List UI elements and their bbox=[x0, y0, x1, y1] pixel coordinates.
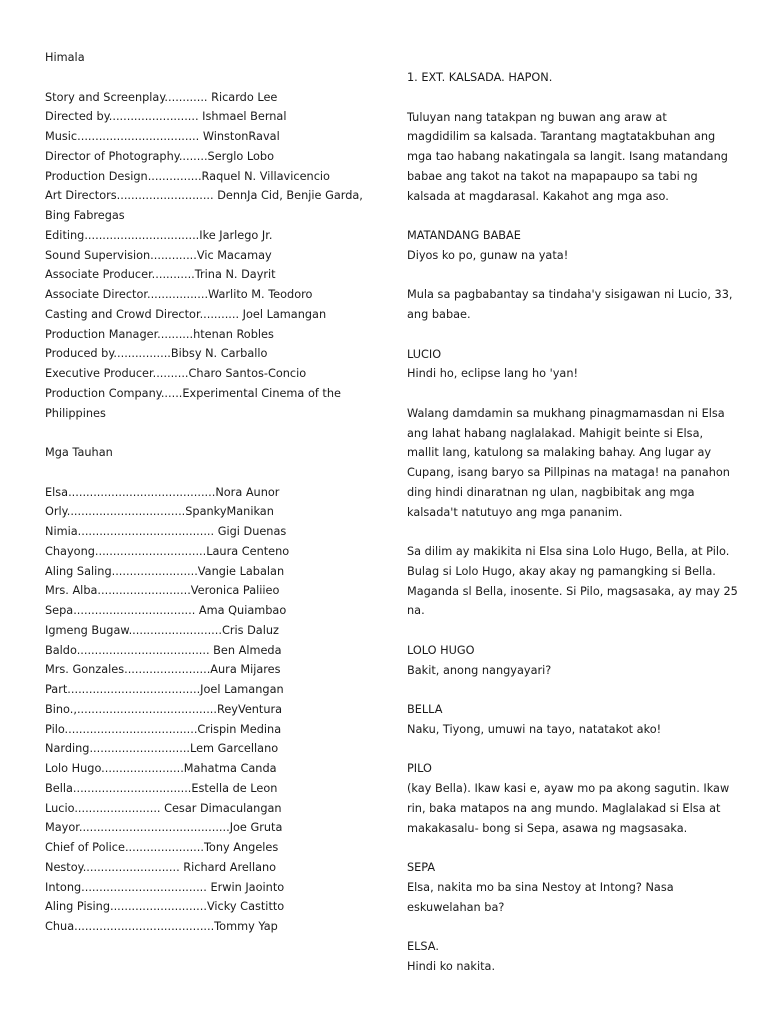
cast-line: Nimia...................................... Gigi Duenas bbox=[45, 525, 287, 538]
cast-line: Chua.......................................Tommy Yap bbox=[45, 920, 278, 933]
credit-line: Production Design...............Raquel N. Villavicencio bbox=[45, 169, 330, 183]
script-line: rin, baka matapos na ang mundo. Maglalakad si Elsa at bbox=[407, 801, 721, 815]
credits-list bbox=[45, 88, 363, 424]
script-block bbox=[407, 226, 757, 266]
script-block bbox=[407, 759, 757, 838]
credit-line: Music.................................. WinstonRaval bbox=[45, 130, 280, 143]
script-line: ang babae. bbox=[407, 308, 471, 321]
script-line: mga tao habang nakatingala sa langit. Isang matandang bbox=[407, 150, 728, 163]
credit-line: Director of Photography........Serglo Lobo bbox=[45, 149, 275, 163]
script-line: mallit lang, katulong sa malaking bahay. Ang lugar ay bbox=[407, 446, 712, 460]
credit-line: Bing Fabregas bbox=[45, 209, 125, 222]
script-line: eskuwelahan ba? bbox=[407, 900, 505, 914]
script-line: LUCIO bbox=[407, 347, 442, 361]
cast-line: Sepa.................................. Ama Quiambao bbox=[45, 604, 287, 617]
script-line: Hindi ho, eclipse lang ho 'yan! bbox=[407, 367, 579, 381]
cast-line: Igmeng Bugaw..........................Cris Daluz bbox=[45, 623, 279, 637]
script-line: Elsa, nakita mo ba sina Nestoy at Intong? Nasa bbox=[407, 880, 674, 894]
script-line: ding hindi dinaratnan ng ulan, nagbibitak ang mga bbox=[407, 485, 695, 499]
script-line: 1. EXT. KALSADA. HAPON. bbox=[407, 71, 553, 84]
script-block bbox=[407, 700, 757, 740]
cast-line: Pilo.....................................Crispin Medina bbox=[45, 722, 282, 736]
script-block bbox=[407, 937, 757, 977]
cast-line: Aling Saling........................Vangie Labalan bbox=[45, 564, 285, 578]
cast-line: Bino.,.......................................ReyVentura bbox=[45, 702, 283, 716]
credit-line: Story and Screenplay............ Ricardo Lee bbox=[45, 90, 278, 104]
cast-line: Intong................................... Erwin Jaointo bbox=[45, 880, 285, 894]
cast-line: Mayor..........................................Joe Gruta bbox=[45, 821, 283, 835]
script-line: Walang damdamin sa mukhang pinagmamasdan ni Elsa bbox=[407, 406, 725, 420]
cast-line: Aling Pising...........................Vicky Castitto bbox=[45, 900, 285, 914]
cast-line: Chief of Police......................Tony Angeles bbox=[45, 841, 279, 854]
script-line: babae ang takot na takot na mapapaupo sa tabi ng bbox=[407, 169, 698, 183]
credit-line: Produced by................Bibsy N. Carballo bbox=[45, 347, 268, 361]
script-line: kalsada't natutuyo ang mga pananim. bbox=[407, 505, 623, 519]
script-block bbox=[407, 345, 757, 385]
cast-line: Narding............................Lem Garcellano bbox=[45, 742, 279, 756]
credits-column bbox=[45, 48, 363, 937]
script-block bbox=[407, 108, 757, 207]
cast-heading: Mga Tauhan bbox=[45, 446, 113, 459]
credit-line: Casting and Crowd Director........... Joel Lamangan bbox=[45, 307, 327, 321]
screenplay-column bbox=[407, 68, 757, 977]
credit-line: Production Company......Experimental Cinema of the bbox=[45, 386, 341, 400]
credit-line: Philippines bbox=[45, 406, 106, 420]
script-block bbox=[407, 858, 757, 917]
script-line: Mula sa pagbabantay sa tindaha'y sisigawan ni Lucio, 33, bbox=[407, 288, 733, 302]
script-line: LOLO HUGO bbox=[407, 643, 475, 657]
script-block bbox=[407, 404, 757, 523]
script-line: BELLA bbox=[407, 703, 443, 716]
script-line: MATANDANG BABAE bbox=[407, 229, 521, 242]
script-line: ELSA. bbox=[407, 940, 439, 953]
cast-line: Nestoy........................... Richard Arellano bbox=[45, 860, 277, 874]
script-line: makakasalu- bong si Sepa, asawa ng magsasaka. bbox=[407, 821, 688, 835]
script-line: Tuluyan nang tatakpan ng buwan ang araw at bbox=[407, 110, 667, 124]
credit-line: Production Manager..........htenan Robles bbox=[45, 327, 274, 341]
credit-line: Sound Supervision.............Vic Macamay bbox=[45, 248, 272, 262]
cast-list bbox=[45, 483, 350, 937]
cast-line: Bella.................................Estella de Leon bbox=[45, 781, 278, 795]
cast-line: Part.....................................Joel Lamangan bbox=[45, 683, 284, 696]
script-line: na. bbox=[407, 604, 425, 618]
script-line: SEPA bbox=[407, 861, 436, 874]
script-line: Bulag si Lolo Hugo, akay akay ng pamangking si Bella. bbox=[407, 564, 716, 578]
credit-line: Directed by......................... Ishmael Bernal bbox=[45, 110, 287, 124]
credit-line: Executive Producer..........Charo Santos-Concio bbox=[45, 367, 307, 380]
script-line: Sa dilim ay makikita ni Elsa sina Lolo Hugo, Bella, at Pilo. bbox=[407, 545, 730, 558]
script-line: Diyos ko po, gunaw na yata! bbox=[407, 248, 569, 262]
script-line: Bakit, anong nangyayari? bbox=[407, 663, 552, 677]
script-line: Hindi ko nakita. bbox=[407, 959, 496, 973]
script-block bbox=[407, 285, 757, 325]
script-line: Maganda sl Bella, inosente. Si Pilo, magsasaka, ay may 25 bbox=[407, 584, 738, 598]
script-line: kalsada at magdarasal. Kakahot ang mga aso. bbox=[407, 189, 669, 203]
script-line: magdidilim sa kalsada. Tarantang magtatakbuhan ang bbox=[407, 130, 716, 144]
credit-line: Editing................................Ike Jarlego Jr. bbox=[45, 228, 273, 242]
credit-line: Associate Producer............Trina N. Dayrit bbox=[45, 268, 276, 282]
credit-line: Art Directors........................... DennJa Cid, Benjie Garda, bbox=[45, 189, 363, 203]
script-block bbox=[407, 641, 757, 681]
cast-line: Lolo Hugo.......................Mahatma Canda bbox=[45, 762, 277, 775]
script-block bbox=[407, 68, 757, 88]
script-block bbox=[407, 542, 757, 621]
cast-line: Baldo..................................... Ben Almeda bbox=[45, 643, 282, 657]
cast-line: Mrs. Alba..........................Veronica Paliieo bbox=[45, 584, 280, 598]
script-line: Cupang, isang baryo sa Pillpinas na mataga! na panahon bbox=[407, 466, 730, 479]
film-title: Himala bbox=[45, 51, 85, 64]
script-line: PILO bbox=[407, 762, 432, 776]
cast-line: Orly.................................SpankyManikan bbox=[45, 505, 274, 519]
cast-line: Lucio........................ Cesar Dimaculangan bbox=[45, 801, 282, 815]
cast-line: Mrs. Gonzales........................Aura Mijares bbox=[45, 663, 281, 677]
cast-line: Chayong...............................Laura Centeno bbox=[45, 544, 290, 558]
script-line: Naku, Tiyong, umuwi na tayo, natatakot ako! bbox=[407, 722, 662, 736]
cast-line: Elsa.........................................Nora Aunor bbox=[45, 485, 280, 499]
script-line: (kay Bella). Ikaw kasi e, ayaw mo pa akong sagutin. Ikaw bbox=[407, 782, 730, 795]
credit-line: Associate Director.................Warlito M. Teodoro bbox=[45, 288, 313, 301]
script-line: ang lahat habang naglalakad. Mahigit beinte si Elsa, bbox=[407, 426, 704, 440]
